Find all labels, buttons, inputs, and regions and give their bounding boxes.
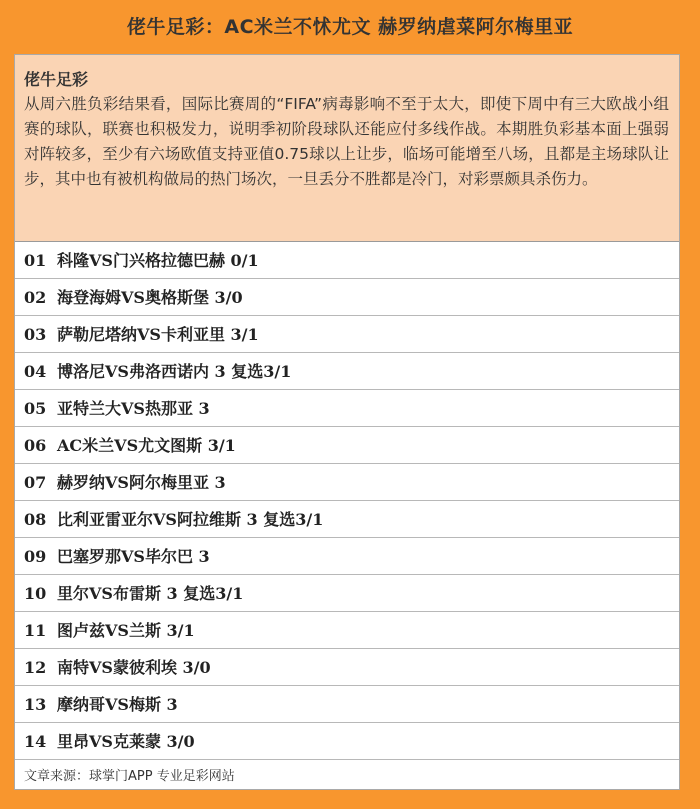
pick-number: 05 — [24, 399, 47, 418]
intro-heading: 佬牛足彩 — [24, 70, 89, 89]
pick-row-02 — [15, 279, 679, 316]
pick-text: 南特VS蒙彼利埃 3/0 — [57, 658, 211, 677]
pick-row-07 — [15, 464, 679, 501]
pick-number: 06 — [24, 436, 47, 455]
pick-number: 02 — [24, 288, 47, 307]
pick-row-10 — [15, 575, 679, 612]
pick-row-11 — [15, 612, 679, 649]
pick-row-13 — [15, 686, 679, 723]
pick-number: 08 — [24, 510, 47, 529]
intro-body: 从周六胜负彩结果看，国际比赛周的“FIFA”病毒影响不至于太大，即使下周中有三大欧战小组赛的球队，联赛也积极发力，说明季初阶段球队还能应付多线作战。本期胜负彩基本面上强弱对阵较多，至少有六场欧值支持亚值0.75球以上让步，临场可能增至八场，且都是主场球队让步，其中也有被机构做局的热门场次，一旦丢分不胜都是冷门，对彩票颇具杀伤力。 — [24, 95, 669, 188]
pick-number: 12 — [24, 658, 47, 677]
pick-number: 04 — [24, 362, 47, 381]
pick-row-03 — [15, 316, 679, 353]
pick-row-08 — [15, 501, 679, 538]
pick-text: 科隆VS门兴格拉德巴赫 0/1 — [57, 251, 259, 270]
pick-number: 10 — [24, 584, 47, 603]
pick-row-04 — [15, 353, 679, 390]
source-footer: 文章来源：球掌门APP 专业足彩网站 — [24, 769, 235, 784]
pick-text: 博洛尼VS弗洛西诺内 3 复选3/1 — [57, 362, 292, 381]
pick-number: 07 — [24, 473, 47, 492]
pick-text: AC米兰VS尤文图斯 3/1 — [57, 436, 236, 455]
pick-text: 里尔VS布雷斯 3 复选3/1 — [57, 584, 244, 603]
pick-text: 海登海姆VS奥格斯堡 3/0 — [57, 288, 243, 307]
pick-text: 摩纳哥VS梅斯 3 — [57, 695, 178, 714]
pick-row-06 — [15, 427, 679, 464]
pick-text: 赫罗纳VS阿尔梅里亚 3 — [57, 473, 226, 492]
pick-number: 09 — [24, 547, 47, 566]
pick-text: 亚特兰大VS热那亚 3 — [57, 399, 210, 418]
pick-number: 14 — [24, 732, 47, 751]
pick-text: 里昂VS克莱蒙 3/0 — [57, 732, 195, 751]
pick-text: 巴塞罗那VS毕尔巴 3 — [57, 547, 210, 566]
pick-row-14 — [15, 723, 679, 760]
pick-number: 13 — [24, 695, 47, 714]
pick-number: 03 — [24, 325, 47, 344]
pick-text: 萨勒尼塔纳VS卡利亚里 3/1 — [57, 325, 259, 344]
pick-row-05 — [15, 390, 679, 427]
pick-text: 比利亚雷亚尔VS阿拉维斯 3 复选3/1 — [57, 510, 324, 529]
pick-number: 11 — [24, 621, 47, 640]
pick-row-01 — [15, 242, 679, 279]
article-card — [14, 54, 680, 790]
pick-text: 图卢兹VS兰斯 3/1 — [57, 621, 195, 640]
pick-row-09 — [15, 538, 679, 575]
picks-list — [15, 242, 679, 760]
intro-panel — [15, 55, 679, 242]
pick-number: 01 — [24, 251, 47, 270]
page-title: 佬牛足彩：AC米兰不怵尤文 赫罗纳虐菜阿尔梅里亚 — [126, 16, 574, 38]
pick-row-12 — [15, 649, 679, 686]
